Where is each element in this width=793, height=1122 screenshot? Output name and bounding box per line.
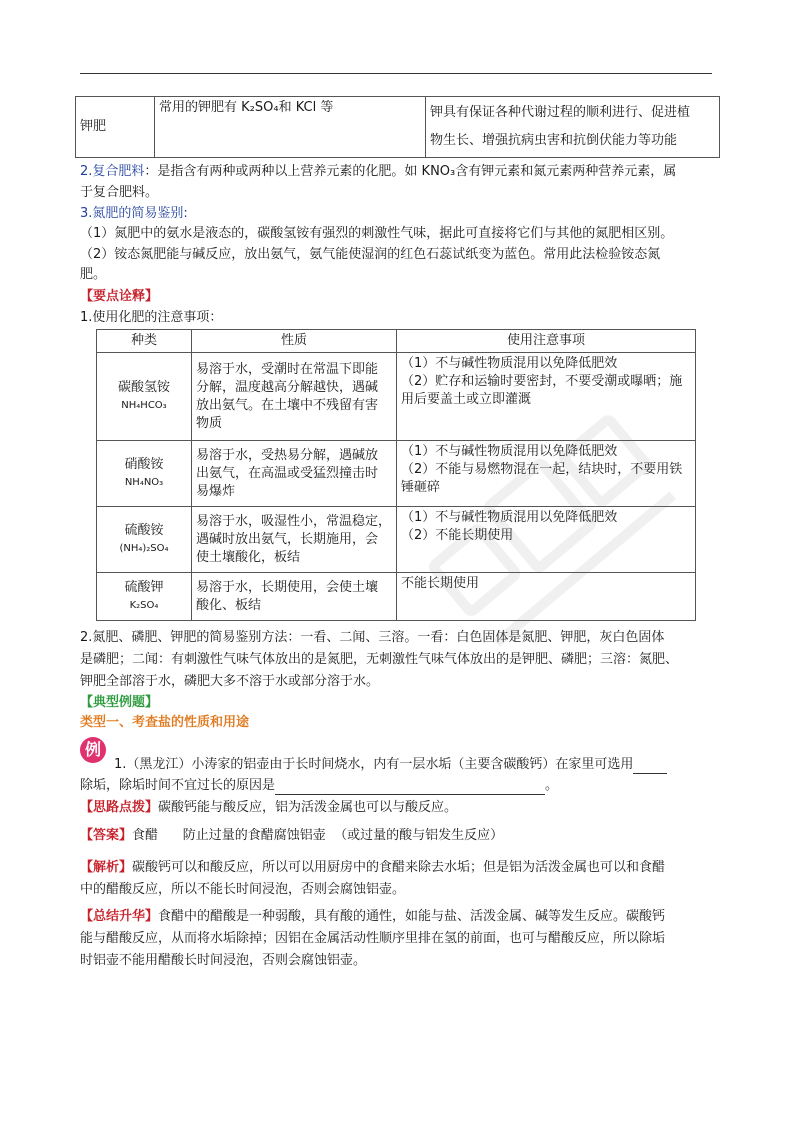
table-row	[76, 97, 720, 158]
fertilizer-content: 常用的钾肥有 K₂SO₄和 KCl 等	[155, 97, 426, 158]
identify-method-line2: 是磷肥；二闻：有刺激性气味气体放出的是氮肥，无刺激性气味气体放出的是钾肥、磷肥；三溶：氮肥、	[80, 652, 679, 667]
example-icon: 例	[80, 737, 106, 763]
header-rule	[80, 73, 712, 74]
key-points-label: 【要点诠释】	[80, 289, 159, 304]
nitrogen-identify-item2: （2）铵态氮肥能与碱反应，放出氨气，氨气能使湿润的红色石蕊试纸变为蓝色。常用此法检验铵态氮	[80, 247, 661, 262]
compound-fertilizer-heading: 2.复合肥料	[80, 164, 145, 179]
typical-examples-label: 【典型例题】	[80, 695, 159, 710]
row-notes: （1）不与碱性物质混用以免降低肥效 （2）不能长期使用	[397, 507, 696, 573]
row-property: 易溶于水，长期使用，会使土壤 酸化、板结	[192, 573, 397, 621]
hint-para: 【思路点拨】碳酸钙能与酸反应，铝为活泼金属也可以与酸反应。	[80, 800, 458, 815]
identify-method-line1: 2.氮肥、磷肥、钾肥的简易鉴别方法：一看、二闻、三溶。一看：白色固体是氮肥、钾肥，灰白色固体	[80, 630, 665, 645]
row-type: 硝酸铵 NH₄NO₃	[97, 441, 192, 507]
row-type: 碳酸氢铵 NH₄HCO₃	[97, 353, 192, 441]
question-line2: 除垢，除垢时间不宜过长的原因是 。	[80, 778, 559, 793]
row-property: 易溶于水，受潮时在常温下即能 分解，温度越高分解越快，遇碱 放出氨气。在土壤中不残留有害 物质	[192, 353, 397, 441]
row-property: 易溶于水，吸湿性小，常温稳定， 遇碱时放出氨气，长期施用，会 使土壤酸化，板结	[192, 507, 397, 573]
nitrogen-identify-heading: 3.氮肥的简易鉴别:	[80, 206, 188, 221]
table-row	[97, 507, 696, 573]
summary-line3: 时铝壶不能用醋酸长时间浸泡，否则会腐蚀铝壶。	[80, 953, 367, 968]
question-line1: 1.（黑龙江）小涛家的铝壶由于长时间烧水，内有一层水垢（主要含碳酸钙）在家里可选用	[114, 755, 754, 774]
potash-table	[75, 96, 720, 158]
summary-para: 【总结升华】食醋中的醋酸是一种弱酸，具有酸的通性，如能与盐、活泼金属、碱等发生反应。碳酸钙	[80, 909, 666, 924]
nitrogen-identify-item2-cont: 肥。	[80, 267, 107, 282]
analysis-para: 【解析】碳酸钙可以和酸反应，所以可以用厨房中的食醋来除去水垢；但是铝为活泼金属也可以和食醋	[80, 860, 666, 875]
fertilizer-name: 钾肥	[76, 97, 155, 158]
answer-para: 【答案】食醋 防止过量的食醋腐蚀铝壶 （或过量的酸与铝发生反应）	[80, 828, 504, 843]
header-property: 性质	[192, 330, 397, 353]
row-notes: （1）不与碱性物质混用以免降低肥效 （2）贮存和运输时要密封，不要受潮或曝晒；施 用后要盖土或立即灌溉	[397, 353, 696, 441]
compound-fertilizer-para: 2.复合肥料：是指含有两种或两种以上营养元素的化肥。如 KNO₃含有钾元素和氮元素两种营养元素，属	[80, 164, 677, 179]
key-points-intro: 1.使用化肥的注意事项：	[80, 310, 223, 325]
answer-blank-1[interactable]	[633, 759, 667, 774]
table-row	[97, 441, 696, 507]
identify-method-line3: 钾肥全部溶于水，磷肥大多不溶于水或部分溶于水。	[80, 674, 380, 689]
fertilizer-function: 钾具有保证各种代谢过程的顺利进行、促进植 物生长、增强抗病虫害和抗倒伏能力等功能	[426, 97, 720, 158]
example-type-heading: 类型一、考查盐的性质和用途	[80, 715, 250, 730]
row-notes: （1）不与碱性物质混用以免降低肥效 （2）不能与易燃物混在一起，结块时，不要用铁 锤砸碎	[397, 441, 696, 507]
row-type: 硫酸钾 K₂SO₄	[97, 573, 192, 621]
header-type: 种类	[97, 330, 192, 353]
header-notes: 使用注意事项	[397, 330, 696, 353]
summary-line2: 能与醋酸反应，从而将水垢除掉；因铝在金属活动性顺序里排在氢的前面，也可与醋酸反应，所以除垢	[80, 931, 666, 946]
table-header-row	[97, 330, 696, 353]
table-row	[97, 573, 696, 621]
answer-blank-2[interactable]	[275, 780, 545, 795]
row-notes: 不能长期使用	[397, 573, 696, 621]
fertilizer-precautions-table	[96, 329, 696, 621]
nitrogen-identify-item1: （1）氮肥中的氨水是液态的，碳酸氢铵有强烈的刺激性气味，据此可直接将它们与其他的氮肥相区别。	[80, 226, 674, 241]
table-row	[97, 353, 696, 441]
row-property: 易溶于水，受热易分解，遇碱放 出氨气，在高温或受猛烈撞击时 易爆炸	[192, 441, 397, 507]
compound-fertilizer-line2: 于复合肥料。	[80, 185, 159, 200]
analysis-line2: 中的醋酸反应，所以不能长时间浸泡，否则会腐蚀铝壶。	[80, 882, 406, 897]
row-type: 硫酸铵 (NH₄)₂SO₄	[97, 507, 192, 573]
